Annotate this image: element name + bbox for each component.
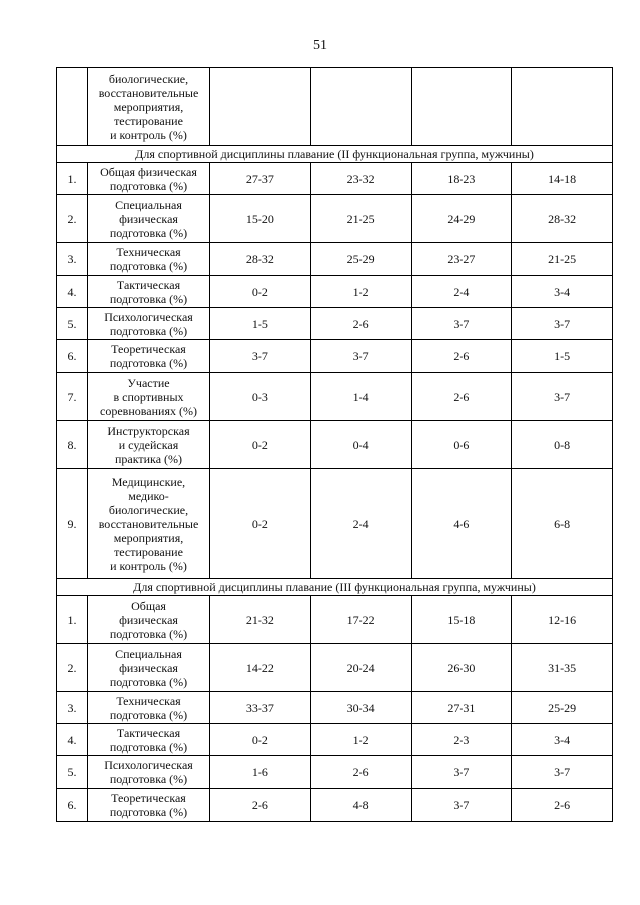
value-cell: 0-2 [210,276,311,308]
table-row [57,644,613,692]
table-row [57,276,613,308]
discipline-name-line: Общая физическая [100,164,197,179]
value-cell: 3-7 [512,373,613,421]
value-cell: 25-29 [512,692,613,724]
training-plan-table [56,67,613,822]
value-cell: 28-32 [512,195,613,243]
row-number-cell: 1. [57,596,88,644]
table-row [57,308,613,340]
discipline-name-cell [88,340,210,373]
discipline-name-cell [88,692,210,724]
value-cell: 4-8 [310,789,411,822]
value-cell: 3-7 [411,756,512,789]
value-cell: 15-18 [411,596,512,644]
section-header-row [57,579,613,596]
table-row [57,596,613,644]
value-cell: 21-25 [512,243,613,276]
discipline-name-line: соревнованиях (%) [100,403,197,418]
value-cell: 28-32 [210,243,311,276]
discipline-name-line: Медицинские, [111,474,186,489]
discipline-name-line: тестирование [114,544,183,559]
discipline-name-cell [88,724,210,756]
table-row [57,340,613,373]
value-cell: 2-6 [411,373,512,421]
table-row [57,724,613,756]
page-number: 51 [313,38,327,53]
value-cell [411,68,512,146]
value-cell: 23-27 [411,243,512,276]
value-cell: 2-6 [310,756,411,789]
discipline-name-line: подготовка (%) [109,674,188,689]
value-cell: 1-2 [310,724,411,756]
discipline-name-line: Теоретическая [111,791,186,805]
value-cell: 15-20 [210,195,311,243]
row-number-cell: 3. [57,243,88,276]
value-cell: 3-7 [411,789,512,822]
value-cell: 21-25 [310,195,411,243]
discipline-name-cell [88,789,210,822]
discipline-name-cell [88,163,210,195]
discipline-name-line: в спортивных [113,389,184,404]
value-cell: 3-4 [512,724,613,756]
discipline-name-cell [88,469,210,579]
discipline-name-line: физическая [119,660,178,675]
discipline-name-line: подготовка (%) [109,707,188,722]
discipline-name-line: подготовка (%) [109,356,188,370]
value-cell: 2-4 [310,469,411,579]
value-cell: 2-6 [512,789,613,822]
table-row [57,243,613,276]
discipline-name-cell [88,195,210,243]
value-cell: 31-35 [512,644,613,692]
value-cell: 2-6 [411,340,512,373]
value-cell [512,68,613,146]
table-row [57,373,613,421]
value-cell: 3-4 [512,276,613,308]
discipline-name-line: Общая [131,598,166,613]
table-row [57,789,613,822]
value-cell: 4-6 [411,469,512,579]
value-cell: 21-32 [210,596,311,644]
discipline-name-line: подготовка (%) [109,178,188,193]
value-cell: 1-5 [512,340,613,373]
discipline-name-line: Теоретическая [111,342,186,356]
row-number-cell: 5. [57,308,88,340]
row-number-cell: 6. [57,340,88,373]
value-cell: 2-4 [411,276,512,308]
value-cell: 3-7 [210,340,311,373]
value-cell: 1-6 [210,756,311,789]
table-row [57,195,613,243]
row-number-cell: 9. [57,469,88,579]
value-cell: 23-32 [310,163,411,195]
value-cell: 14-22 [210,644,311,692]
discipline-name-line: подготовка (%) [109,805,188,819]
row-number-cell [57,68,88,146]
value-cell: 24-29 [411,195,512,243]
value-cell: 0-4 [310,421,411,469]
discipline-name-line: практика (%) [114,451,183,466]
discipline-name-line: Инструкторская [107,423,190,438]
value-cell: 12-16 [512,596,613,644]
discipline-name-cell [88,68,210,146]
value-cell: 0-2 [210,421,311,469]
section-title: Для спортивной дисциплины плавание (II функциональная группа, мужчины) [57,146,613,163]
table-row [57,163,613,195]
value-cell: 27-37 [210,163,311,195]
discipline-name-line: восстановительные [98,516,199,531]
discipline-name-line: подготовка (%) [109,739,188,754]
discipline-name-line: и судейская [118,437,179,452]
value-cell: 33-37 [210,692,311,724]
discipline-name-line: подготовка (%) [109,291,188,306]
discipline-name-line: Тактическая [116,277,181,292]
discipline-name-line: и контроль (%) [110,558,187,573]
discipline-name-line: Психологическая [104,309,193,324]
section-title: Для спортивной дисциплины плавание (III функциональная группа, мужчины) [57,579,613,596]
row-number-cell: 5. [57,756,88,789]
discipline-name-cell [88,373,210,421]
discipline-name-line: Участие [127,375,170,390]
discipline-name-line: мероприятия, [113,99,184,114]
discipline-name-line: физическая [119,211,178,226]
discipline-name-cell [88,308,210,340]
discipline-name-line: подготовка (%) [109,626,188,641]
value-cell: 6-8 [512,469,613,579]
discipline-name-line: Техническая [116,245,181,259]
discipline-name-line: Специальная [115,197,182,212]
value-cell: 1-4 [310,373,411,421]
discipline-name-cell [88,421,210,469]
row-number-cell: 8. [57,421,88,469]
value-cell: 2-6 [310,308,411,340]
value-cell: 20-24 [310,644,411,692]
discipline-name-cell [88,243,210,276]
row-number-cell: 6. [57,789,88,822]
discipline-name-line: Психологическая [104,758,193,772]
row-number-cell: 7. [57,373,88,421]
discipline-name-line: тестирование [114,113,183,128]
discipline-name-line: подготовка (%) [109,323,188,338]
discipline-name-line: Тактическая [116,725,181,740]
value-cell: 1-5 [210,308,311,340]
value-cell: 18-23 [411,163,512,195]
value-cell: 3-7 [411,308,512,340]
row-number-cell: 1. [57,163,88,195]
discipline-name-line: и контроль (%) [110,127,187,142]
discipline-name-cell [88,276,210,308]
value-cell: 0-2 [210,724,311,756]
table-row [57,469,613,579]
value-cell: 0-2 [210,469,311,579]
discipline-name-cell [88,644,210,692]
discipline-name-line: подготовка (%) [109,259,188,273]
table-row [57,421,613,469]
value-cell: 2-3 [411,724,512,756]
row-number-cell: 4. [57,276,88,308]
row-number-cell: 4. [57,724,88,756]
table-row [57,692,613,724]
discipline-name-line: восстановительные [98,85,199,100]
discipline-name-line: подготовка (%) [109,225,188,240]
section-header-row [57,146,613,163]
value-cell: 3-7 [310,340,411,373]
discipline-name-line: биологические, [108,502,189,517]
value-cell: 30-34 [310,692,411,724]
row-number-cell: 3. [57,692,88,724]
value-cell: 0-6 [411,421,512,469]
discipline-name-line: Техническая [116,693,181,708]
discipline-name-line: подготовка (%) [109,772,188,786]
discipline-name-line: медико- [128,488,169,503]
value-cell: 3-7 [512,756,613,789]
value-cell: 27-31 [411,692,512,724]
table-row [57,68,613,146]
row-number-cell: 2. [57,195,88,243]
value-cell: 14-18 [512,163,613,195]
table-row [57,756,613,789]
value-cell [310,68,411,146]
discipline-name-cell [88,596,210,644]
value-cell: 0-8 [512,421,613,469]
value-cell: 0-3 [210,373,311,421]
value-cell: 25-29 [310,243,411,276]
value-cell [210,68,311,146]
discipline-name-line: Специальная [115,646,182,661]
value-cell: 1-2 [310,276,411,308]
value-cell: 2-6 [210,789,311,822]
discipline-name-line: мероприятия, [113,530,184,545]
discipline-name-cell [88,756,210,789]
value-cell: 26-30 [411,644,512,692]
row-number-cell: 2. [57,644,88,692]
value-cell: 17-22 [310,596,411,644]
discipline-name-line: биологические, [108,71,189,86]
value-cell: 3-7 [512,308,613,340]
discipline-name-line: физическая [119,612,178,627]
